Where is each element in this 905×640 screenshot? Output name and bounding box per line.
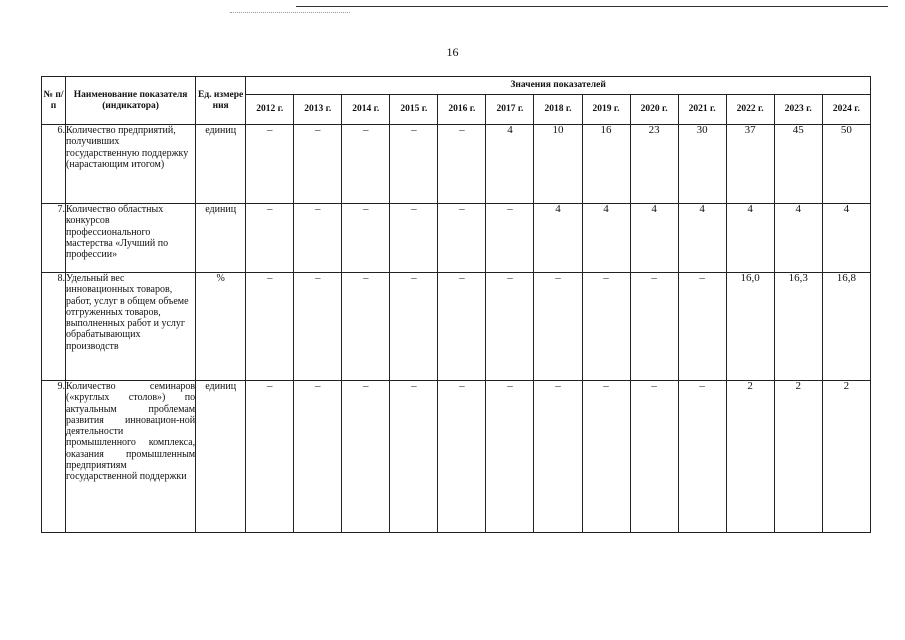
value-cell: 16,3 (774, 273, 822, 381)
value-cell: – (294, 381, 342, 533)
table-row (42, 204, 871, 273)
header-name: Наименование показателя (индикатора) (66, 77, 196, 125)
row-number: 9. (42, 381, 66, 533)
value-cell: – (342, 125, 390, 204)
value-cell: 23 (630, 125, 678, 204)
value-cell: – (486, 273, 534, 381)
header-year: 2016 г. (438, 95, 486, 125)
table-row (42, 125, 871, 204)
value-cell: 16 (582, 125, 630, 204)
value-cell: – (438, 381, 486, 533)
value-cell: – (630, 381, 678, 533)
unit-cell: единиц (196, 381, 246, 533)
header-year: 2019 г. (582, 95, 630, 125)
header-year: 2022 г. (726, 95, 774, 125)
value-cell: 16,0 (726, 273, 774, 381)
value-cell: – (630, 273, 678, 381)
value-cell: 4 (678, 204, 726, 273)
value-cell: – (294, 125, 342, 204)
value-cell: 4 (582, 204, 630, 273)
header-year: 2014 г. (342, 95, 390, 125)
unit-cell: единиц (196, 204, 246, 273)
unit-cell: единиц (196, 125, 246, 204)
value-cell: 2 (774, 381, 822, 533)
indicators-table (41, 76, 871, 533)
value-cell: – (534, 273, 582, 381)
value-cell: 10 (534, 125, 582, 204)
indicator-name: Количество областных конкурсов профессионального мастерства «Лучший по профессии» (66, 204, 196, 273)
header-values-group: Значения показателей (246, 77, 871, 95)
value-cell: 16,8 (822, 273, 870, 381)
value-cell: – (246, 273, 294, 381)
value-cell: – (342, 204, 390, 273)
value-cell: 45 (774, 125, 822, 204)
header-row-group (42, 77, 871, 95)
value-cell: – (438, 204, 486, 273)
value-cell: 37 (726, 125, 774, 204)
header-unit: Ед. измере ния (196, 77, 246, 125)
indicator-name: Удельный вес инновационных товаров, работ, услуг в общем объеме отгруженных товаров, выполненных работ и услуг обрабатывающих производств (66, 273, 196, 381)
value-cell: – (534, 381, 582, 533)
value-cell: – (390, 125, 438, 204)
table-row (42, 273, 871, 381)
value-cell: – (582, 381, 630, 533)
value-cell: – (678, 273, 726, 381)
value-cell: 4 (630, 204, 678, 273)
value-cell: – (486, 204, 534, 273)
header-year: 2021 г. (678, 95, 726, 125)
value-cell: 30 (678, 125, 726, 204)
header-year: 2017 г. (486, 95, 534, 125)
value-cell: – (342, 273, 390, 381)
header-year: 2018 г. (534, 95, 582, 125)
scan-artifact-line (230, 12, 350, 13)
value-cell: – (390, 204, 438, 273)
value-cell: – (246, 381, 294, 533)
value-cell: 4 (534, 204, 582, 273)
value-cell: 4 (822, 204, 870, 273)
value-cell: – (294, 204, 342, 273)
value-cell: – (678, 381, 726, 533)
value-cell: – (390, 381, 438, 533)
header-year: 2012 г. (246, 95, 294, 125)
value-cell: – (246, 125, 294, 204)
value-cell: 4 (774, 204, 822, 273)
value-cell: – (294, 273, 342, 381)
value-cell: 2 (726, 381, 774, 533)
row-number: 8. (42, 273, 66, 381)
header-year: 2023 г. (774, 95, 822, 125)
value-cell: – (438, 273, 486, 381)
indicator-name: Количество предприятий, получивших государственную поддержку (нарастающим итогом) (66, 125, 196, 204)
indicator-name: Количество семинаров («круглых столов») по актуальным проблемам развития инновацион-ной деятельности промышленного комплекса, оказания промышленным предприятиям государственной поддержки (66, 381, 196, 533)
value-cell: – (342, 381, 390, 533)
header-year: 2020 г. (630, 95, 678, 125)
value-cell: 4 (486, 125, 534, 204)
row-number: 6. (42, 125, 66, 204)
value-cell: – (486, 381, 534, 533)
value-cell: – (246, 204, 294, 273)
value-cell: – (390, 273, 438, 381)
header-year: 2015 г. (390, 95, 438, 125)
value-cell: – (438, 125, 486, 204)
header-year: 2024 г. (822, 95, 870, 125)
top-rule (296, 6, 888, 7)
table-row (42, 381, 871, 533)
value-cell: 4 (726, 204, 774, 273)
unit-cell: % (196, 273, 246, 381)
value-cell: 50 (822, 125, 870, 204)
row-number: 7. (42, 204, 66, 273)
header-year: 2013 г. (294, 95, 342, 125)
page-number: 16 (446, 45, 459, 59)
value-cell: 2 (822, 381, 870, 533)
header-num: № п/п (42, 77, 66, 125)
value-cell: – (582, 273, 630, 381)
